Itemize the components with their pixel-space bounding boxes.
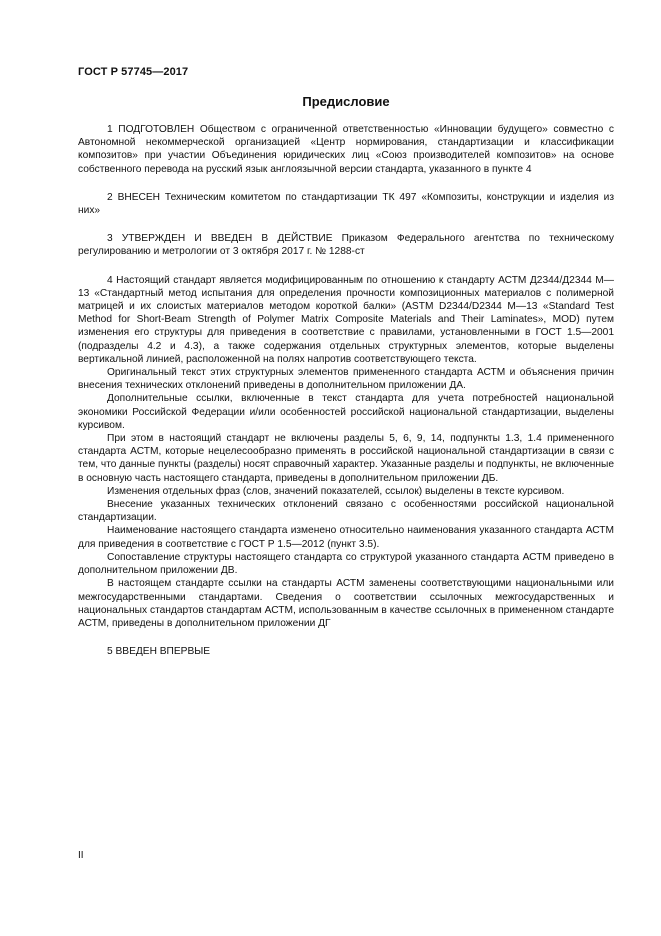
page-number: II [78,850,84,861]
paragraph-title-change: Наименование настоящего стандарта изменено относительно наименования указанного стандарта АСТМ для приведения в соответствие с ГОСТ Р 1.5—2012 (пункт 3.5). [78,525,614,550]
standard-code-header: ГОСТ Р 57745—2017 [78,66,189,78]
paragraph-additional-refs: Дополнительные ссылки, включенные в текст стандарта для учета потребностей национальной экономики Российской Федерации и/или особенностей российской национальной стандартизации, выделены курсивом. [78,393,614,431]
item-1-prepared: 1 ПОДГОТОВЛЕН Обществом с ограниченной ответственностью «Инновации будущего» совместно с Автономной некоммерческой организацией «Центр нормирования, стандартизации и классификации композитов» при участии Объединения юридических лиц «Союз производителей композитов» на основе собственного перевода на русский язык англоязычной версии стандарта, указанного в пункте 4 [78,124,614,175]
item-3-approved: 3 УТВЕРЖДЕН И ВВЕДЕН В ДЕЙСТВИЕ Приказом Федерального агентства по техническому регулированию и метрологии от 3 октября 2017 г. № 1288-ст [78,233,614,258]
item-2-introduced: 2 ВНЕСЕН Техническим комитетом по стандартизации ТК 497 «Композиты, конструкции и изделия из них» [78,191,614,217]
item-5-first-introduced: 5 ВВЕДЕН ВПЕРВЫЕ [107,646,211,658]
paragraph-deviations: Внесение указанных технических отклонений связано с особенностями российской национальной стандартизации. [78,499,614,524]
paragraph-original-text: Оригинальный текст этих структурных элементов примененного стандарта АСТМ и объяснения причин внесения технических отклонений приведены в дополнительном приложении ДА. [78,367,614,392]
paragraph-structure-comparison: Сопоставление структуры настоящего стандарта со структурой указанного стандарта АСТМ приведено в дополнительном приложении ДВ. [78,551,614,577]
paragraph-excluded-sections: При этом в настоящий стандарт не включены разделы 5, 6, 9, 14, подпункты 1.3, 1.4 примененного стандарта АСТМ, которые нецелесообразно применять в российской национальной стандартизации в связи с тем, что данные пункты (разделы) носят справочный характер. Указанные разделы и подпункты, не включенные в основную часть настоящего стандарта, приведены в дополнительном приложении ДБ. [78,433,614,484]
item-4-modified: 4 Настоящий стандарт является модифицированным по отношению к стандарту АСТМ Д2344/Д2344 М—13 «Стандартный метод испытания для определения прочности композиционных материалов с полимерной матрицей и их слоистых материалов методом короткой балки» (ASTM D2344/D2344 M—13 «Standard Test Method for Short-Beam Strength of Polymer Matrix Composite Materials and Their Laminates», MOD) путем изменения его структуры для приведения в соответствие с правилами, установленными в ГОСТ 1.5—2001 (подразделы 4.2 и 4.3), а также содержания отдельных структурных элементов, которые выделены вертикальной линией, расположенной на полях напротив соответствующего текста. [78,274,614,365]
paragraph-references: В настоящем стандарте ссылки на стандарты АСТМ заменены соответствующими национальными или межгосударственными стандартами. Сведения о соответствии ссылочных межгосударственных и национальных стандартов стандартам АСТМ, использованным в качестве ссылочных в примененном стандарте АСТМ, приведены в дополнительном приложении ДГ [78,578,614,629]
section-title: Предисловие [302,94,390,109]
paragraph-phrase-changes: Изменения отдельных фраз (слов, значений показателей, ссылок) выделены в тексте курсивом. [107,485,565,497]
foreword-body [78,123,614,658]
